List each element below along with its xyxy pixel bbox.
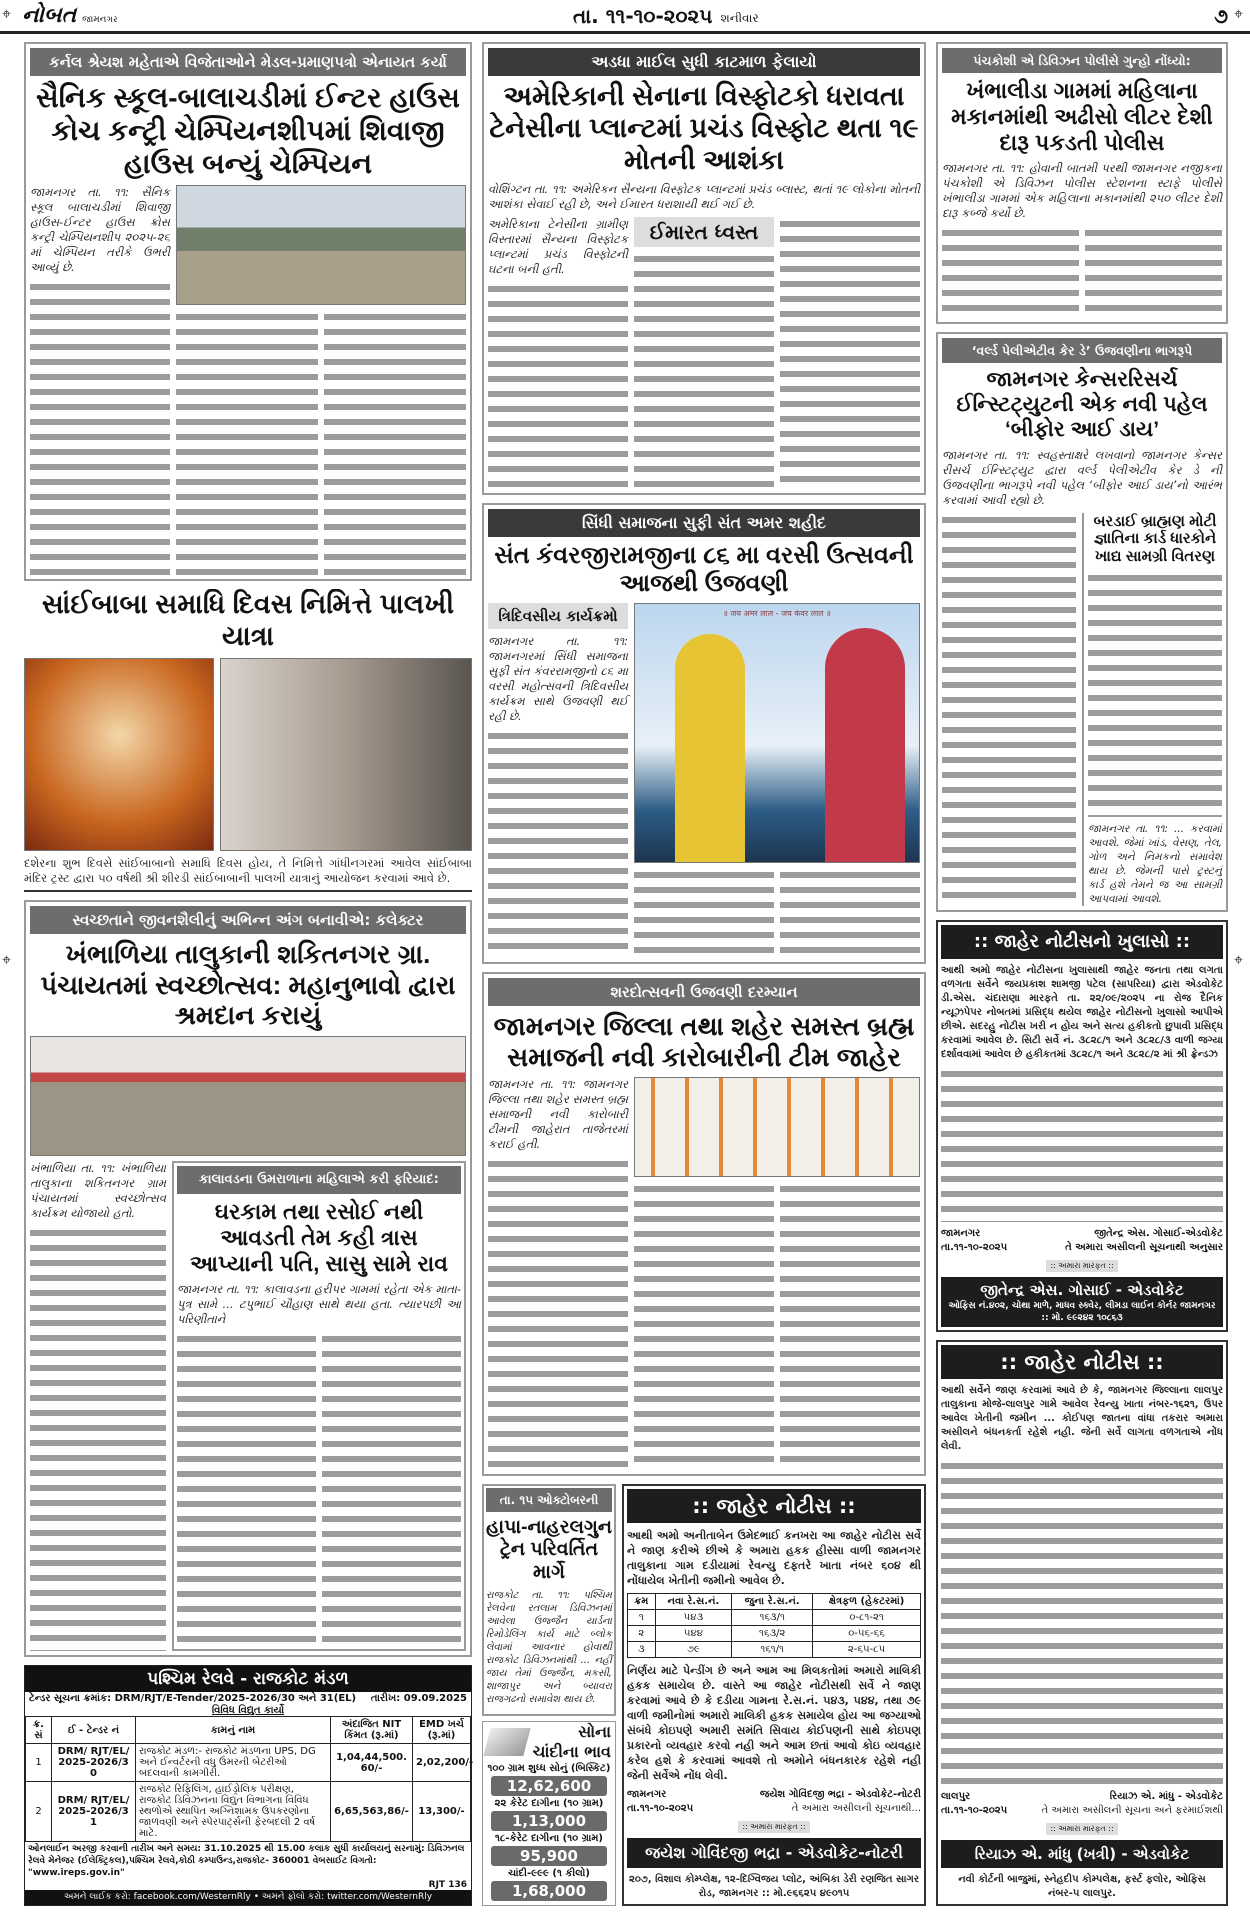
body-text xyxy=(30,280,170,575)
col-header: ક્ષેત્રફળ (હેકટરમાં) xyxy=(813,1594,921,1610)
article-brahm-samaj xyxy=(482,972,926,1476)
photo-shramdan xyxy=(30,1036,466,1156)
price-value: 1,68,000 xyxy=(491,1881,607,1901)
notice-signer: જયેશ ગોવિંદજી ભદ્રા - એડવોકેટ-નોટરી xyxy=(759,1789,921,1800)
body-text xyxy=(30,1226,166,1651)
cell: ૫૪૪ xyxy=(655,1626,732,1642)
tender-ref: ટેન્ડર સૂચના ક્રમાંક: DRM/RJT/E-Tender/2025-2026/30 અને 31(EL) xyxy=(29,1693,357,1704)
photo-caption: ॥ जय अमर लाल - जय कंवर लाल ॥ xyxy=(723,609,831,619)
notice-signer: જીતેન્દ્ર એસ. ગોસાઈ-એડવોકેટ xyxy=(1094,1227,1223,1239)
body-text xyxy=(780,217,920,489)
col-header: અંદાજિત NIT કિંમત (રૂ.માં) xyxy=(331,1717,413,1744)
tender-footer: ઓનલાઈન અરજી કરવાની તારીખ અને સમય: 31.10.2025 થી 15.00 કલાક સુધી કાર્યાલયનું સરનામું: ડિવિઝનલ રેલવે મેનેજર (ઈલેક્ટ્રિકલ),પશ્ચિમ રેલવે,કોઠી કમ્પાઉન્ડ,રાજકોટ- 360001 વેબસાઈટ વિગતો: "www.ireps.gov.in" xyxy=(28,1844,465,1878)
notice-place: જામનગર xyxy=(941,1227,981,1239)
notice-date: તા.૧૧-૧૦-૨૦૨૫ xyxy=(941,1241,1008,1253)
body-text xyxy=(941,1459,1223,1785)
article-train-diversion xyxy=(482,1484,616,1716)
cell: 2 xyxy=(26,1782,52,1842)
tender-title: પશ્ચિમ રેલવે - રાજકોટ મંડળ xyxy=(25,1666,471,1692)
article-liquor-seizure xyxy=(936,42,1228,324)
lead: જામનગર તા. ૧૧: જામનગરમાં સિંધી સમાજના સુફી સંત કંવરરામજીનો ૮૬ મા વરસી મહોત્સવની ત્રિદિવસીય કાર્યક્રમ સાથે ઉજવણી થઈ રહી છે. xyxy=(488,634,628,724)
price-label: ૨૨ કેરેટ દાગીના (૧૦ ગ્રામ) xyxy=(494,1798,604,1809)
gold-silver-rates xyxy=(482,1721,616,1906)
page-number: ૭ xyxy=(1214,3,1229,28)
body-text xyxy=(177,1332,461,1646)
price-value: 12,62,600 xyxy=(491,1776,607,1796)
advocate-name: જીતેન્દ્ર એસ. ગોસાઈ - એડવોકેટ xyxy=(980,1280,1184,1299)
headline: જામનગર જિલ્લા તથા શહેર સમસ્ત બ્રહ્મ સમાજની નવી કારોબારીની ટીમ જાહેર xyxy=(493,1010,915,1072)
body-text xyxy=(488,282,628,489)
body-text xyxy=(634,1182,920,1470)
col-header: ક્ર. સં xyxy=(26,1717,52,1744)
article-kalavad-complaint xyxy=(172,1161,466,1651)
notice-date: તા.૧૧-૧૦-૨૦૨૫ xyxy=(627,1803,694,1814)
lead: ખંભાળિયા તા. ૧૧: ખંભાળિયા તાલુકાના શકિતનગર ગ્રામ પંચાયતમાં સ્વચ્છોત્સવ કાર્યક્રમ યોજાયો હતો. xyxy=(30,1161,166,1221)
body-text xyxy=(941,1067,1223,1222)
kicker: કર્નલ શ્રેયશ મહેતાએ વિજેતાઓને મેડલ-પ્રમાણપત્રો એનાયત કર્યા xyxy=(30,48,466,76)
notice-body: આથી અમો અનીતાબેન ઉમેદભાઈ કનખરા આ જાહેર નોટીસ સર્વે ને જાણ કરીએ છીએ કે અમારા હકક હીસ્સા વાળી જામનગર તાલુકાના ગામ દડીયામાં રેવન્યુ દફતરે ખાતા નંબર ૬૦૪ થી નોંધાયેલ ખેતીની જમીનો આવેલ છે. xyxy=(627,1529,921,1587)
headline: સાંઈબાબા સમાધિ દિવસ નિમિત્તે પાલખી યાત્રા xyxy=(41,588,455,651)
subhead: ત્રિદિવસીય કાર્યક્રમો xyxy=(488,603,628,629)
registration-mark-icon: ⌖ xyxy=(2,4,12,23)
public-notice-clarification xyxy=(936,920,1228,1332)
notice-note: તે અમારા અસીલની સૂચનાથી... xyxy=(791,1803,921,1814)
via-label: :: અમારા મારફત :: xyxy=(1046,1823,1117,1835)
via-label: :: અમારા મારફત :: xyxy=(1046,1260,1117,1272)
col-header: EMD ખર્ચ (રૂ.માં) xyxy=(413,1717,471,1744)
tender-subtitle: વિવિધ વિદ્યુત કાર્યો xyxy=(211,1705,285,1716)
registration-mark-icon: ⌖ xyxy=(2,950,12,969)
issue-date: તા. ૧૧-૧૦-૨૦૨૫ xyxy=(573,3,713,28)
notice-signer: રિયાઝ એ. માંધુ - એડવોકેટ xyxy=(1109,1791,1223,1802)
advocate-block xyxy=(941,1277,1223,1327)
headline: ઘરકામ તથા રસોઈ નથી આવડતી તેમ કહી ત્રાસ આપ્યાની પતિ, સાસુ સામે રાવ xyxy=(190,1199,448,1277)
kicker: સિંધી સમાજના સુફી સંત અમર શહીદ xyxy=(488,509,920,537)
public-notice-dadiya xyxy=(622,1484,926,1906)
body-text xyxy=(634,252,774,489)
gold-bars-icon xyxy=(483,1728,531,1756)
subhead: ઈમારત ધ્વસ્ત xyxy=(634,217,774,247)
headline: હાપા-નાહરલગુન ટ્રેન પરિવર્તિત માર્ગે xyxy=(486,1517,613,1583)
middle-column xyxy=(482,42,926,1906)
gold-title: સોના ચાંદીના ભાવ xyxy=(532,1722,611,1761)
col-header: નવા રે.સ.નં. xyxy=(655,1594,732,1610)
lead: જામનગર તા. ૧૧: કાલાવડના હરીપર ગામમાં રહેતા એક માતા-પુત્ર સામે ... ટપુભાઈ ચૌહાણ સાથે થયા હતા. ત્યારપછી આ પરિણીતાને xyxy=(177,1282,461,1326)
cell: DRM/ RJT/EL/ 2025-2026/30 xyxy=(52,1744,136,1782)
saint-figure-left xyxy=(675,634,745,862)
lead: રાજકોટ તા. ૧૧: પશ્ચિમ રેલવેના રતલામ ડિવિઝનમાં આવેલા ઉજ્જૈન યાર્ડના રિમોડેલિંગ કાર્ય માટે બ્લોક લેવામાં આવનાર હોવાથી રાજકોટ ડિવિઝનમાંથી ... નહીં જાય તેમાં ઉજ્જૈન, મકસી, શાજાપુર અને બ્યાવરા રાજગઢનો સમાવેશ થાય છે. xyxy=(486,1590,612,1706)
lead: જામનગર તા. ૧૧: ... કરવામાં આવશે. જેમાં ખાંડ, વેસણ, તેલ, ગોળ અને નિમકનો સમાવેશ થાય છે. જેમની પાસે ટ્રસ્ટનું કાર્ડ હશે તેમને જ આ સામગ્રી આપવામાં આવશે. xyxy=(1088,823,1222,906)
notice-note: તે અમારા અસીલની સૂચના અને ફરમાઈશથી xyxy=(1041,1805,1223,1816)
headline: સૈનિક સ્કૂલ-બાલાચડીમાં ઈન્ટર હાઉસ કોચ કન્ટ્રી ચેમ્પિયનશીપમાં શિવાજી હાઉસ બન્યું ચેમ્પિયન xyxy=(36,82,460,180)
advocate-name: જયેશ ગોવિંદજી ભદ્રા - એડવોકેટ-નોટરી xyxy=(627,1838,921,1868)
notice-title: :: જાહેર નોટીસ :: xyxy=(627,1489,921,1523)
masthead xyxy=(0,0,1250,34)
notice-body-2: નિર્ણય માટે પેન્ડીંગ છે અને આમ આ મિલકતોમાં અમારો માલિકી હકક સમાયેલ છે. વાસ્તે આ જાહેર નોટીસથી સર્વે ને જાણ કરવામાં આવે છે કે દડીયા ગામના રે.સ.નં. ૫૪૩, ૫૪૪, તથા ૭૯ વાળી જમીનોમાં અમારો માલિકી હકક સમાયેલ હોય આ જગ્યાઓ સંબંધે કોઇપણે અમારી સમંતિ સિવાય કોઈપણની સાથે કોઇપણ પ્રકારનો વ્યવહાર કરવો નહી અને આમ છતાં આવો કોઇ વ્યવહાર કરેલ હશે કે કરવામાં આવશે તો અમોને બંધનકારક રહેશે નહી જેની સર્વેએ નોંધ લેવી. xyxy=(627,1664,921,1782)
railway-tender-ad xyxy=(24,1665,472,1906)
advocate-address: ઓફિસ નં.૪૦૨, ચોથા માળે, માધવ સ્ક્વેર, લીમડા લાઈન કોર્નર જામનગર :: મો. ૯૯૨૪૨ ૧૦૮૬૩ xyxy=(948,1300,1216,1323)
notice-body: આથી અમો જાહેર નોટીસના ખુલાસાથી જાહેર જનતા તથા લગતા વળગતા સર્વેને જયપ્રકાશ શામજી પટેલ (સાપરિયા) દ્વારા એડવોકેટ ડી.એસ. ચંદારાણા મારફતે તા. ૨૨/૦૯/૨૦૨૫ ના રોજ દૈનિક ન્યૂઝપેપર નોબતમાં પ્રસિદ્ધ થયેલ જાહેર નોટીસનો ખુલાસો આપીએ છીએ. સદરહુ નોટીસ ખરી ન હોય અને સત્ય હકીકતો છુપાવી પ્રસિદ્ધ કરવામાં આવેલ છે. સિટી સર્વે નં. ૩૮૨૮/૧ અને ૩૮૨૮/૩ વાળી જગ્યા દર્શાવવામાં આવેલ છે હકીકતમાં ૩૮૨૮/૧ અને ૩૮૨૮/૨ માં શ્રી ફ્રેન્ડઝ xyxy=(941,965,1223,1061)
cell: ૦-૫૬-૬૬ xyxy=(813,1626,921,1642)
price-value: 1,13,000 xyxy=(491,1811,607,1831)
advocate-address: નવી કોર્ટની બાજુમાં, સ્નેહદીપ કોમ્પલેક્ષ, ફર્સ્ટ ફલોર, ઓફિસ નંબર-૫ લાલપુર. xyxy=(958,1874,1206,1899)
price-value: 95,900 xyxy=(491,1846,607,1866)
table-row xyxy=(628,1610,921,1626)
cell: ૭૯ xyxy=(655,1642,732,1658)
cell: 1 xyxy=(26,1744,52,1782)
cell: ૨-૬૫-૮૫ xyxy=(813,1642,921,1658)
photo-cross-country-race xyxy=(176,185,466,305)
registration-mark-icon: ⌖ xyxy=(1234,4,1244,23)
right-column xyxy=(936,42,1228,1906)
advocate-address: ૨૦૭, વિશાલ કોમ્પ્લેક્ષ, ૧૨-દિગ્વિજય પ્લોટ, અંબિકા ડેરી રણજિત સાગર રોડ, જામનગર :: મો.૯૬૬૨૫ ૪૯૦૧૫ xyxy=(628,1874,920,1899)
headline: ખંભાળિયા તાલુકાની શકિતનગર ગ્રા. પંચાયતમાં સ્વચ્છોત્સવ: મહાનુભાવો દ્વારા શ્રમદાન કરાયું xyxy=(40,939,456,1031)
lead: જામનગર તા. ૧૧: જામનગર જિલ્લા તથા શહેર સમસ્ત બ્રહ્મ સમાજની નવી કારોબારી ટીમની જાહેરાત તાજેતરમાં કરાઈ હતી. xyxy=(488,1077,628,1152)
body-text xyxy=(488,1157,628,1470)
cell: રાજકોટ મંડળ:- રાજકોટ મંડળના UPS, DG અને ઈન્વર્ટરની વધુ ઉંમરની બેટરીઓ બદલવાની કામગીરી. xyxy=(136,1744,331,1782)
notice-note: તે અમારા અસીલની સૂચનાથી અનુસાર xyxy=(1065,1241,1223,1253)
body-text xyxy=(176,310,466,575)
kicker: શરદોત્સવની ઉજવણી દરમ્યાન xyxy=(488,978,920,1006)
kicker: કાલાવડના ઉમરાળાના મહિલાએ કરી ફરિયાદ: xyxy=(177,1166,461,1194)
kicker: ‘વર્લ્ડ પેલીએટીવ કેર ડે’ ઉજવણીના ભાગરૂપે xyxy=(942,338,1222,363)
registration-mark-icon: ⌖ xyxy=(1234,950,1244,969)
body-text xyxy=(942,226,1222,318)
article-tennessee-explosion xyxy=(482,42,926,495)
tender-code: RJT 136 xyxy=(428,1880,467,1890)
price-label: ચાંદી-૯૯૯ (૧ કીલો) xyxy=(508,1868,590,1879)
notice-place: લાલપુર xyxy=(941,1791,971,1802)
kicker: સ્વચ્છતાને જીવનશૈલીનું અભિન્ન અંગ બનાવીએ: કલેક્ટર xyxy=(30,906,466,934)
advocate-name: રિયાઝ એ. માંધુ (ખત્રી) - એડવોકેટ xyxy=(941,1840,1223,1868)
edition-city: જામનગર xyxy=(82,14,118,25)
tender-table xyxy=(25,1716,474,1842)
tender-date: તારીખ: 09.09.2025 xyxy=(370,1693,467,1704)
notice-body: આથી સર્વેને જાણ કરવામાં આવે છે કે, જામનગર જિલ્લાના લાલપુર તાલુકાના મોજે-લાલપુર ગામે આવેલ રેવન્યુ ખાતા નંબર-૧૬૨૧, ઉપર આવેલ ખેતીની જમીન ... કોઈપણ જાતના વાંધા તકરાર અમારા અસીલને બંધનકર્તા રહેશે નહી. જેની સર્વે લાગતા વળગતાએ નોંધ લેવી. xyxy=(941,1384,1223,1452)
headline: સંત કંવરજીરામજીના ૮૬ મા વરસી ઉત્સવની આજથી ઉજવણી xyxy=(494,541,914,598)
photo-saints xyxy=(634,603,920,863)
cell: રાજકોટ રિફિલિંગ, હાઈડ્રોલિક પરીક્ષણ, રાજકોટ ડિવિઝનના વિદ્યુત વિભાગના વિવિધ સ્થળોએ સ્થાપિત અગ્નિશામક ઉપકરણોના જાળવણી અને સ્પેરપાર્ટ્સની ફેરબદલી 2 વર્ષ માટે. xyxy=(136,1782,331,1842)
table-row xyxy=(26,1744,471,1782)
cell: 6,65,563,86/- xyxy=(331,1782,413,1842)
body-text xyxy=(942,513,1076,907)
public-notice-lalpur xyxy=(936,1340,1228,1906)
cell: ૧૬૩/૧ xyxy=(732,1610,813,1626)
col-header: ક્રમ xyxy=(628,1594,656,1610)
cell: ૧૬૩/૨ xyxy=(732,1626,813,1642)
saint-figure-right xyxy=(825,628,905,862)
headline: બરડાઈ બ્રાહ્મણ મોટી જ્ઞાતિના કાર્ડ ધારકોને ખાદ્ય સામગ્રી વિતરણ xyxy=(1093,512,1217,565)
cell: ૦-૮૧-૨૧ xyxy=(813,1610,921,1626)
article-sainik-school xyxy=(24,42,472,581)
kicker: પંચકોશી એ ડિવિઝન પોલીસે ગુન્હો નોંધ્યો: xyxy=(942,48,1222,73)
headline: જામનગર કેન્સરરિસર્ચ ઈન્સ્ટિટ્યુટની એક નવી પહેલ ‘બીફોર આઈ ડાય’ xyxy=(956,368,1208,441)
lead: દશેરના શુભ દિવસે સાંઈબાબાનો સમાધિ દિવસ હોય, તે નિમિત્તે ગાંધીનગરમાં આવેલ સાંઈબાબા મંદિર ટ્રસ્ટ દ્વારા ૫૦ વર્ષથી શ્રી શીરડી સાંઈબાબાની પાલખી યાત્રાનું આયોજન કરવામાં આવે છે. xyxy=(24,856,472,886)
article-before-i-die xyxy=(936,332,1228,912)
photo-palkhi-yatra xyxy=(220,658,472,851)
bardai-brahman-box xyxy=(1082,513,1222,907)
notice-title: :: જાહેર નોટીસનો ખુલાસો :: xyxy=(941,925,1223,959)
via-label: :: અમારા મારફત :: xyxy=(738,1821,809,1833)
table-row xyxy=(628,1642,921,1658)
cell: ૧ xyxy=(628,1610,656,1626)
lead: જામનગર તા. ૧૧: સૈનિક સ્કૂલ બાલાચડીમાં શિવાજી હાઉસ-ઈન્ટર હાઉસ ક્રોસ કન્ટ્રી ચેમ્પિયનશીપ ૨૦૨૫-૨૬ માં ચેમ્પિયન તરીકે ઉભરી આવ્યું છે. xyxy=(30,185,170,275)
article-swachhotsav xyxy=(24,900,472,1657)
cell: ૫૪૩ xyxy=(655,1610,732,1626)
body-text xyxy=(488,729,628,958)
body-text xyxy=(1088,571,1222,818)
cell: ૨ xyxy=(628,1626,656,1642)
table-row xyxy=(628,1626,921,1642)
price-label: ૧૦૦ ગ્રામ શુધ્ધ સોનું (બિસ્કિટ) xyxy=(487,1763,611,1774)
lead: અમેરિકાના ટેનેસીના ગ્રામીણ વિસ્તારમાં સૈન્યના વિસ્ફોટક પ્લાન્ટમાં પ્રચંડ વિસ્ફોટની ઘટના બની હતી. xyxy=(488,216,628,276)
lead: જામનગર તા. ૧૧: હોવાની બાતમી પરથી જામનગર નજીકના પંચકોશી એ ડિવિઝન પોલીસ સ્ટેશનના સ્ટાફે પોલીસે ખંભાલીડા ગામમાં એક મહિલાના મકાનમાંથી ૨૫૦ લીટર દેશી દારૂ કબ્જે કર્યો છે. xyxy=(942,160,1222,220)
lead: જામનગર તા. ૧૧: સ્વહસ્તાક્ષરે લખવાનો જામનગર કેન્સર રીસર્ચ ઈન્સ્ટિટ્યુટ દ્વારા વર્લ્ડ પેલીએટીવ કેર ડે ની ઉજવણીના ભાગરૂપે નવી પહેલ ‘બીફોર આઈ ડાય’નો આરંભ કરવામાં આવી રહ્યો છે. xyxy=(942,447,1222,507)
cell: DRM/ RJT/EL/ 2025-2026/31 xyxy=(52,1782,136,1842)
table-row xyxy=(26,1782,471,1842)
left-column xyxy=(24,42,472,1906)
col-header: કામનું નામ xyxy=(136,1717,331,1744)
cell: 2,02,200/- xyxy=(413,1744,471,1782)
col-header: ઈ - ટેન્ડર નં xyxy=(52,1717,136,1744)
col-header: જુના રે.સ.નં. xyxy=(732,1594,813,1610)
issue-day: શનીવાર xyxy=(720,11,759,25)
photo-committee xyxy=(634,1077,920,1177)
body-text xyxy=(634,868,920,958)
article-saibaba xyxy=(24,589,472,892)
kicker: તા. ૧૫ ઓક્ટોબરની xyxy=(486,1488,612,1512)
headline: ખંભાલીડા ગામમાં મહિલાના મકાનમાંથી અઢીસો લીટર દેશી દારૂ પકડતી પોલીસ xyxy=(951,78,1213,155)
table-header xyxy=(26,1717,471,1744)
notice-title: :: જાહેર નોટીસ :: xyxy=(941,1345,1223,1379)
kicker: અડધા માઈલ સુધી કાટમાળ ફેલાયો xyxy=(488,48,920,76)
notice-date: તા.૧૧-૧૦-૨૦૨૫ xyxy=(941,1805,1008,1816)
logo: નોબત xyxy=(22,3,77,28)
table-header xyxy=(628,1594,921,1610)
cell: 13,300/- xyxy=(413,1782,471,1842)
cell: ૩ xyxy=(628,1642,656,1658)
cell: 1,04,44,500.60/- xyxy=(331,1744,413,1782)
land-table xyxy=(627,1593,921,1658)
photo-saibaba-idol xyxy=(24,658,214,851)
article-sant-kanwarram xyxy=(482,503,926,964)
price-label: ૧૮-કેરેટ દાગીના (૧૦ ગ્રામ) xyxy=(494,1833,603,1844)
headline: અમેરિકાની સેનાના વિસ્ફોટકો ધરાવતા ટેનેસીના પ્લાન્ટમાં પ્રચંડ વિસ્ફોટ થતા ૧૯ મોતની આશંકા xyxy=(489,81,919,175)
tender-social: અમને લાઈક કરો: facebook.com/WesternRly • અમને ફોલો કરો: twitter.com/WesternRly xyxy=(25,1890,471,1905)
deck: વોશિંગ્ટન તા. ૧૧: અમેરિકન સૈન્યના વિસ્ફોટક પ્લાન્ટમાં પ્રચંડ બ્લાસ્ટ, થતાં ૧૯ લોકોના મોતની આશંકા સેવાઈ રહી છે, અને ઈમારત ધરાશાયી થઈ ગઈ છે. xyxy=(488,181,920,211)
cell: ૧૬૧/૧ xyxy=(732,1642,813,1658)
notice-place: જામનગર xyxy=(627,1789,667,1800)
